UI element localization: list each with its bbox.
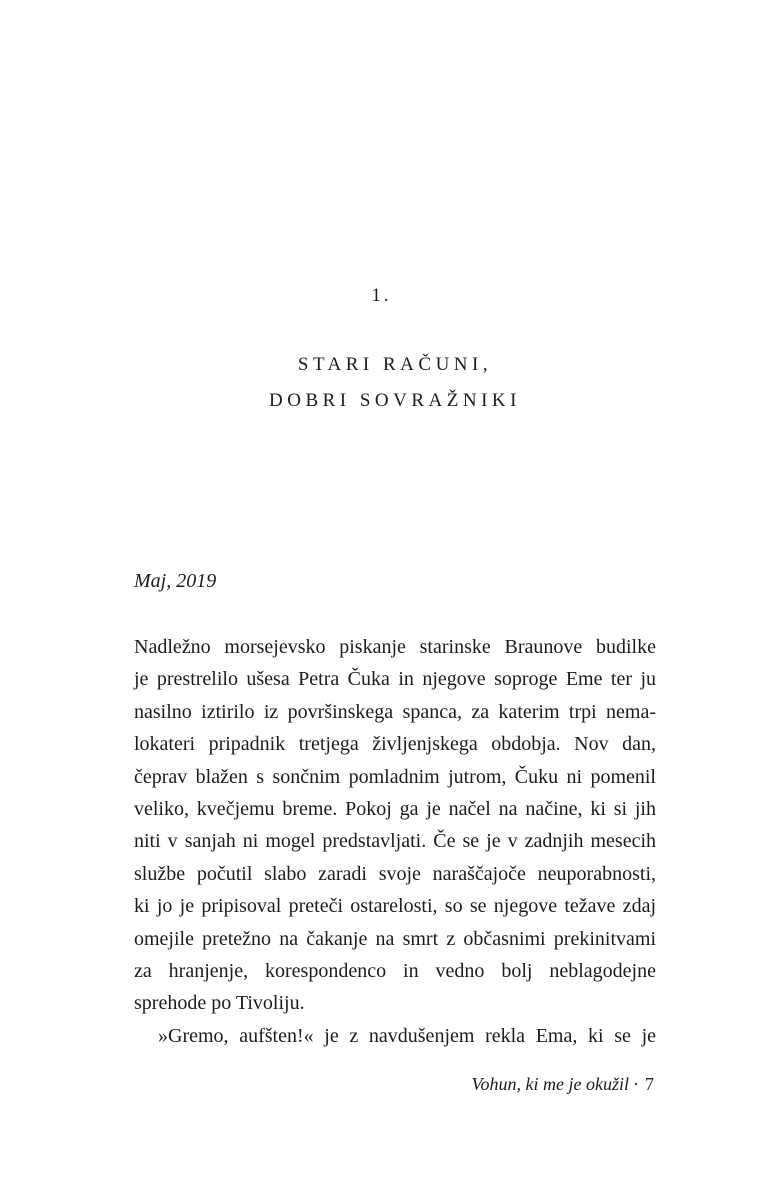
text-line: niti v sanjah ni mogel predstavljati. Če se je v zadnjih mesecih <box>134 830 656 853</box>
text-line: čeprav blažen s sončnim pomladnim jutrom, Čuku ni pomenil <box>134 765 656 788</box>
dateline: Maj, 2019 <box>134 570 217 592</box>
footer-separator: · <box>633 1074 639 1094</box>
text-line: nasilno iztirilo iz površinskega spanca, za katerim trpi nema- <box>134 700 656 723</box>
text-line: sprehode po Tivoliju. <box>134 992 305 1015</box>
body-text <box>134 631 656 1052</box>
page-footer <box>472 1072 654 1096</box>
running-title: Vohun, ki me je okužil <box>471 1074 629 1094</box>
text-line: ki jo je pripisoval preteči ostarelosti, so se njegove težave zdaj <box>134 895 656 918</box>
chapter-title-line-1: STARI RAČUNI, <box>297 354 493 375</box>
chapter-title-line-2: DOBRI SOVRAŽNIKI <box>269 390 521 411</box>
page-number: 7 <box>645 1074 654 1094</box>
text-line: Nadležno morsejevsko piskanje starinske Braunove budilke <box>134 636 656 658</box>
text-line: lokateri pripadnik tretjega življenjskega obdobja. Nov dan, <box>134 733 656 756</box>
text-line: »Gremo, aufšten!« je z navdušenjem rekla Ema, ki se je <box>158 1024 656 1047</box>
text-line: veliko, kvečjemu breme. Pokoj ga je načel na načine, ki si jih <box>134 797 656 820</box>
chapter-title <box>0 347 763 419</box>
text-line: je prestrelilo ušesa Petra Čuka in njegove soproge Eme ter ju <box>134 668 656 691</box>
text-line: za hranjenje, korespondenco in vedno bolj neblagodejne <box>134 959 656 982</box>
text-line: službe počutil slabo zaradi svoje naraščajoče neuporabnosti, <box>134 862 656 885</box>
chapter-number: 1. <box>371 285 392 306</box>
text-line: omejile pretežno na čakanje na smrt z občasnimi prekinitvami <box>134 927 656 950</box>
